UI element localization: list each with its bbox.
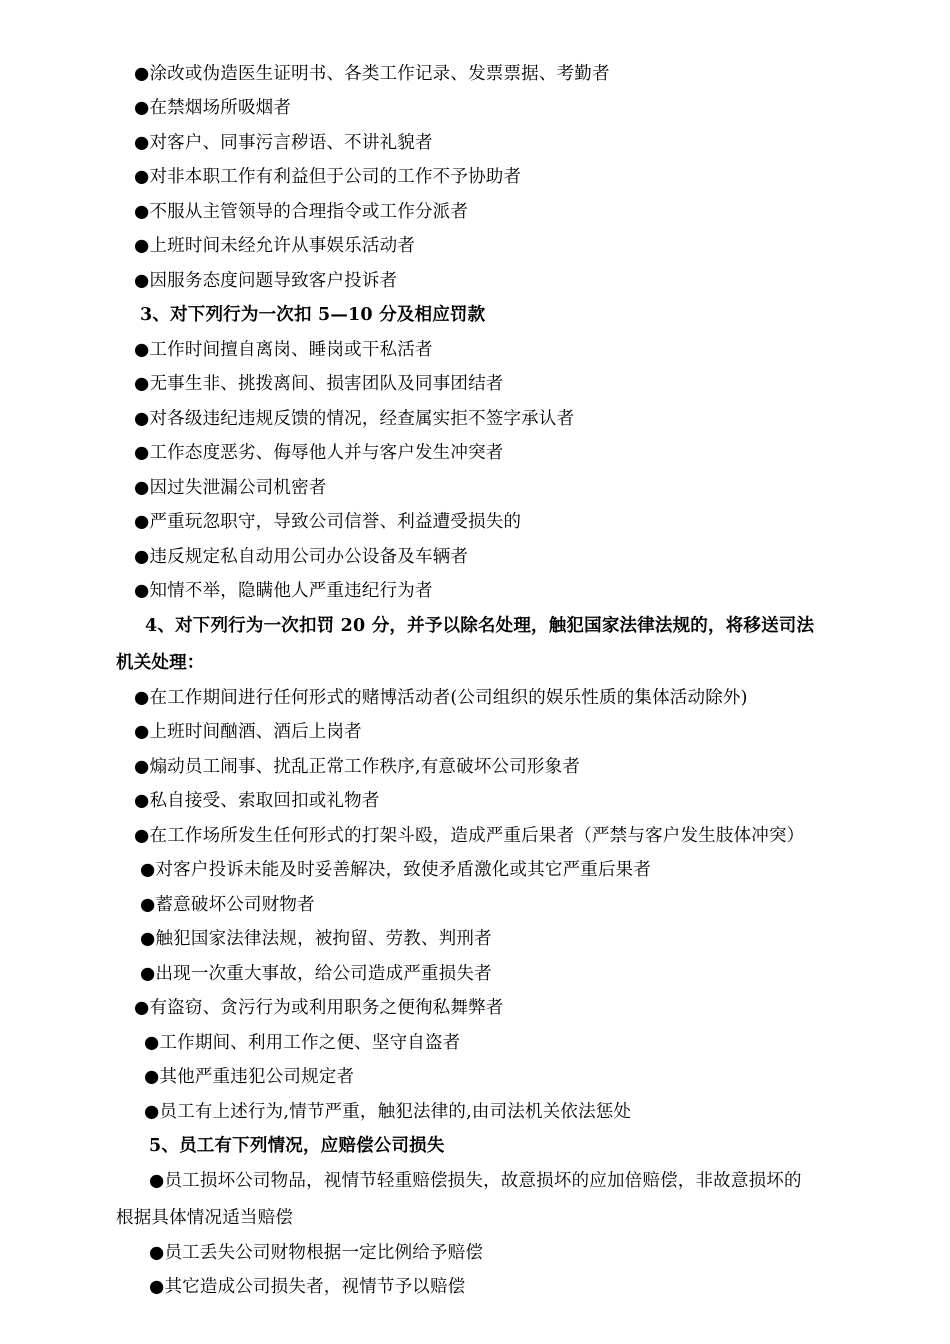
bullet-item: ●因过失泄漏公司机密者 [134, 478, 327, 498]
bullet-item: ●蓄意破坏公司财物者 [140, 895, 315, 915]
section-heading: 3、对下列行为一次扣 5—10 分及相应罚款 [140, 305, 486, 325]
bullet-item: ●违反规定私自动用公司办公设备及车辆者 [134, 547, 469, 567]
bullet-item: ●在工作期间进行任何形式的赌博活动者(公司组织的娱乐性质的集体活动除外) [134, 688, 748, 708]
bullet-item: ●煽动员工闹事、扰乱正常工作秩序,有意破坏公司形象者 [134, 757, 581, 777]
bullet-item: ●有盗窃、贪污行为或利用职务之便徇私舞弊者 [134, 998, 504, 1018]
bullet-item: ●上班时间酗酒、酒后上岗者 [134, 722, 362, 742]
bullet-item: ●知情不举，隐瞒他人严重违纪行为者 [134, 581, 433, 601]
bullet-item: ●工作时间擅自离岗、睡岗或干私活者 [134, 340, 433, 360]
bullet-item: ●员工丢失公司财物根据一定比例给予赔偿 [149, 1243, 484, 1263]
bullet-item: ●在禁烟场所吸烟者 [134, 98, 292, 118]
bullet-item: ●不服从主管领导的合理指令或工作分派者 [134, 202, 469, 222]
bullet-item: ●工作期间、利用工作之便、坚守自盗者 [144, 1033, 461, 1053]
bullet-item: ●其他严重违犯公司规定者 [144, 1067, 355, 1087]
bullet-item: ●在工作场所发生任何形式的打架斗殴，造成严重后果者（严禁与客户发生肢体冲突） [134, 826, 805, 846]
bullet-item: ●上班时间未经允许从事娱乐活动者 [134, 236, 415, 256]
bullet-item: ●对客户、同事污言秽语、不讲礼貌者 [134, 133, 433, 153]
bullet-item: ●对各级违纪违规反馈的情况，经查属实拒不签字承认者 [134, 409, 575, 429]
bullet-item: ●触犯国家法律法规，被拘留、劳教、判刑者 [140, 929, 492, 949]
bullet-item: ●对非本职工作有利益但于公司的工作不予协助者 [134, 167, 522, 187]
bullet-item: ●涂改或伪造医生证明书、各类工作记录、发票票据、考勤者 [134, 64, 610, 84]
bullet-item: ●严重玩忽职守，导致公司信誉、利益遭受损失的 [134, 512, 522, 532]
bullet-item: ●工作态度恶劣、侮辱他人并与客户发生冲突者 [134, 443, 504, 463]
bullet-item: ●无事生非、挑拨离间、损害团队及同事团结者 [134, 374, 504, 394]
bullet-item: ●私自接受、索取回扣或礼物者 [134, 791, 380, 811]
section-heading: 4、对下列行为一次扣罚 20 分，并予以除名处理，触犯国家法律法规的，将移送司法 [145, 616, 815, 636]
bullet-item: ●因服务态度问题导致客户投诉者 [134, 271, 398, 291]
bullet-item: ●其它造成公司损失者，视情节予以赔偿 [149, 1277, 466, 1297]
section-heading-continuation: 机关处理： [116, 653, 205, 673]
bullet-item: ●员工有上述行为,情节严重，触犯法律的,由司法机关依法惩处 [144, 1102, 632, 1122]
bullet-item: ●对客户投诉未能及时妥善解决，致使矛盾激化或其它严重后果者 [140, 860, 652, 880]
bullet-item: ●员工损坏公司物品，视情节轻重赔偿损失，故意损坏的应加倍赔偿，非故意损坏的 [149, 1171, 802, 1191]
section-heading: 5、员工有下列情况，应赔偿公司损失 [149, 1136, 445, 1156]
bullet-item-continuation: 根据具体情况适当赔偿 [116, 1208, 293, 1228]
bullet-item: ●出现一次重大事故，给公司造成严重损失者 [140, 964, 492, 984]
